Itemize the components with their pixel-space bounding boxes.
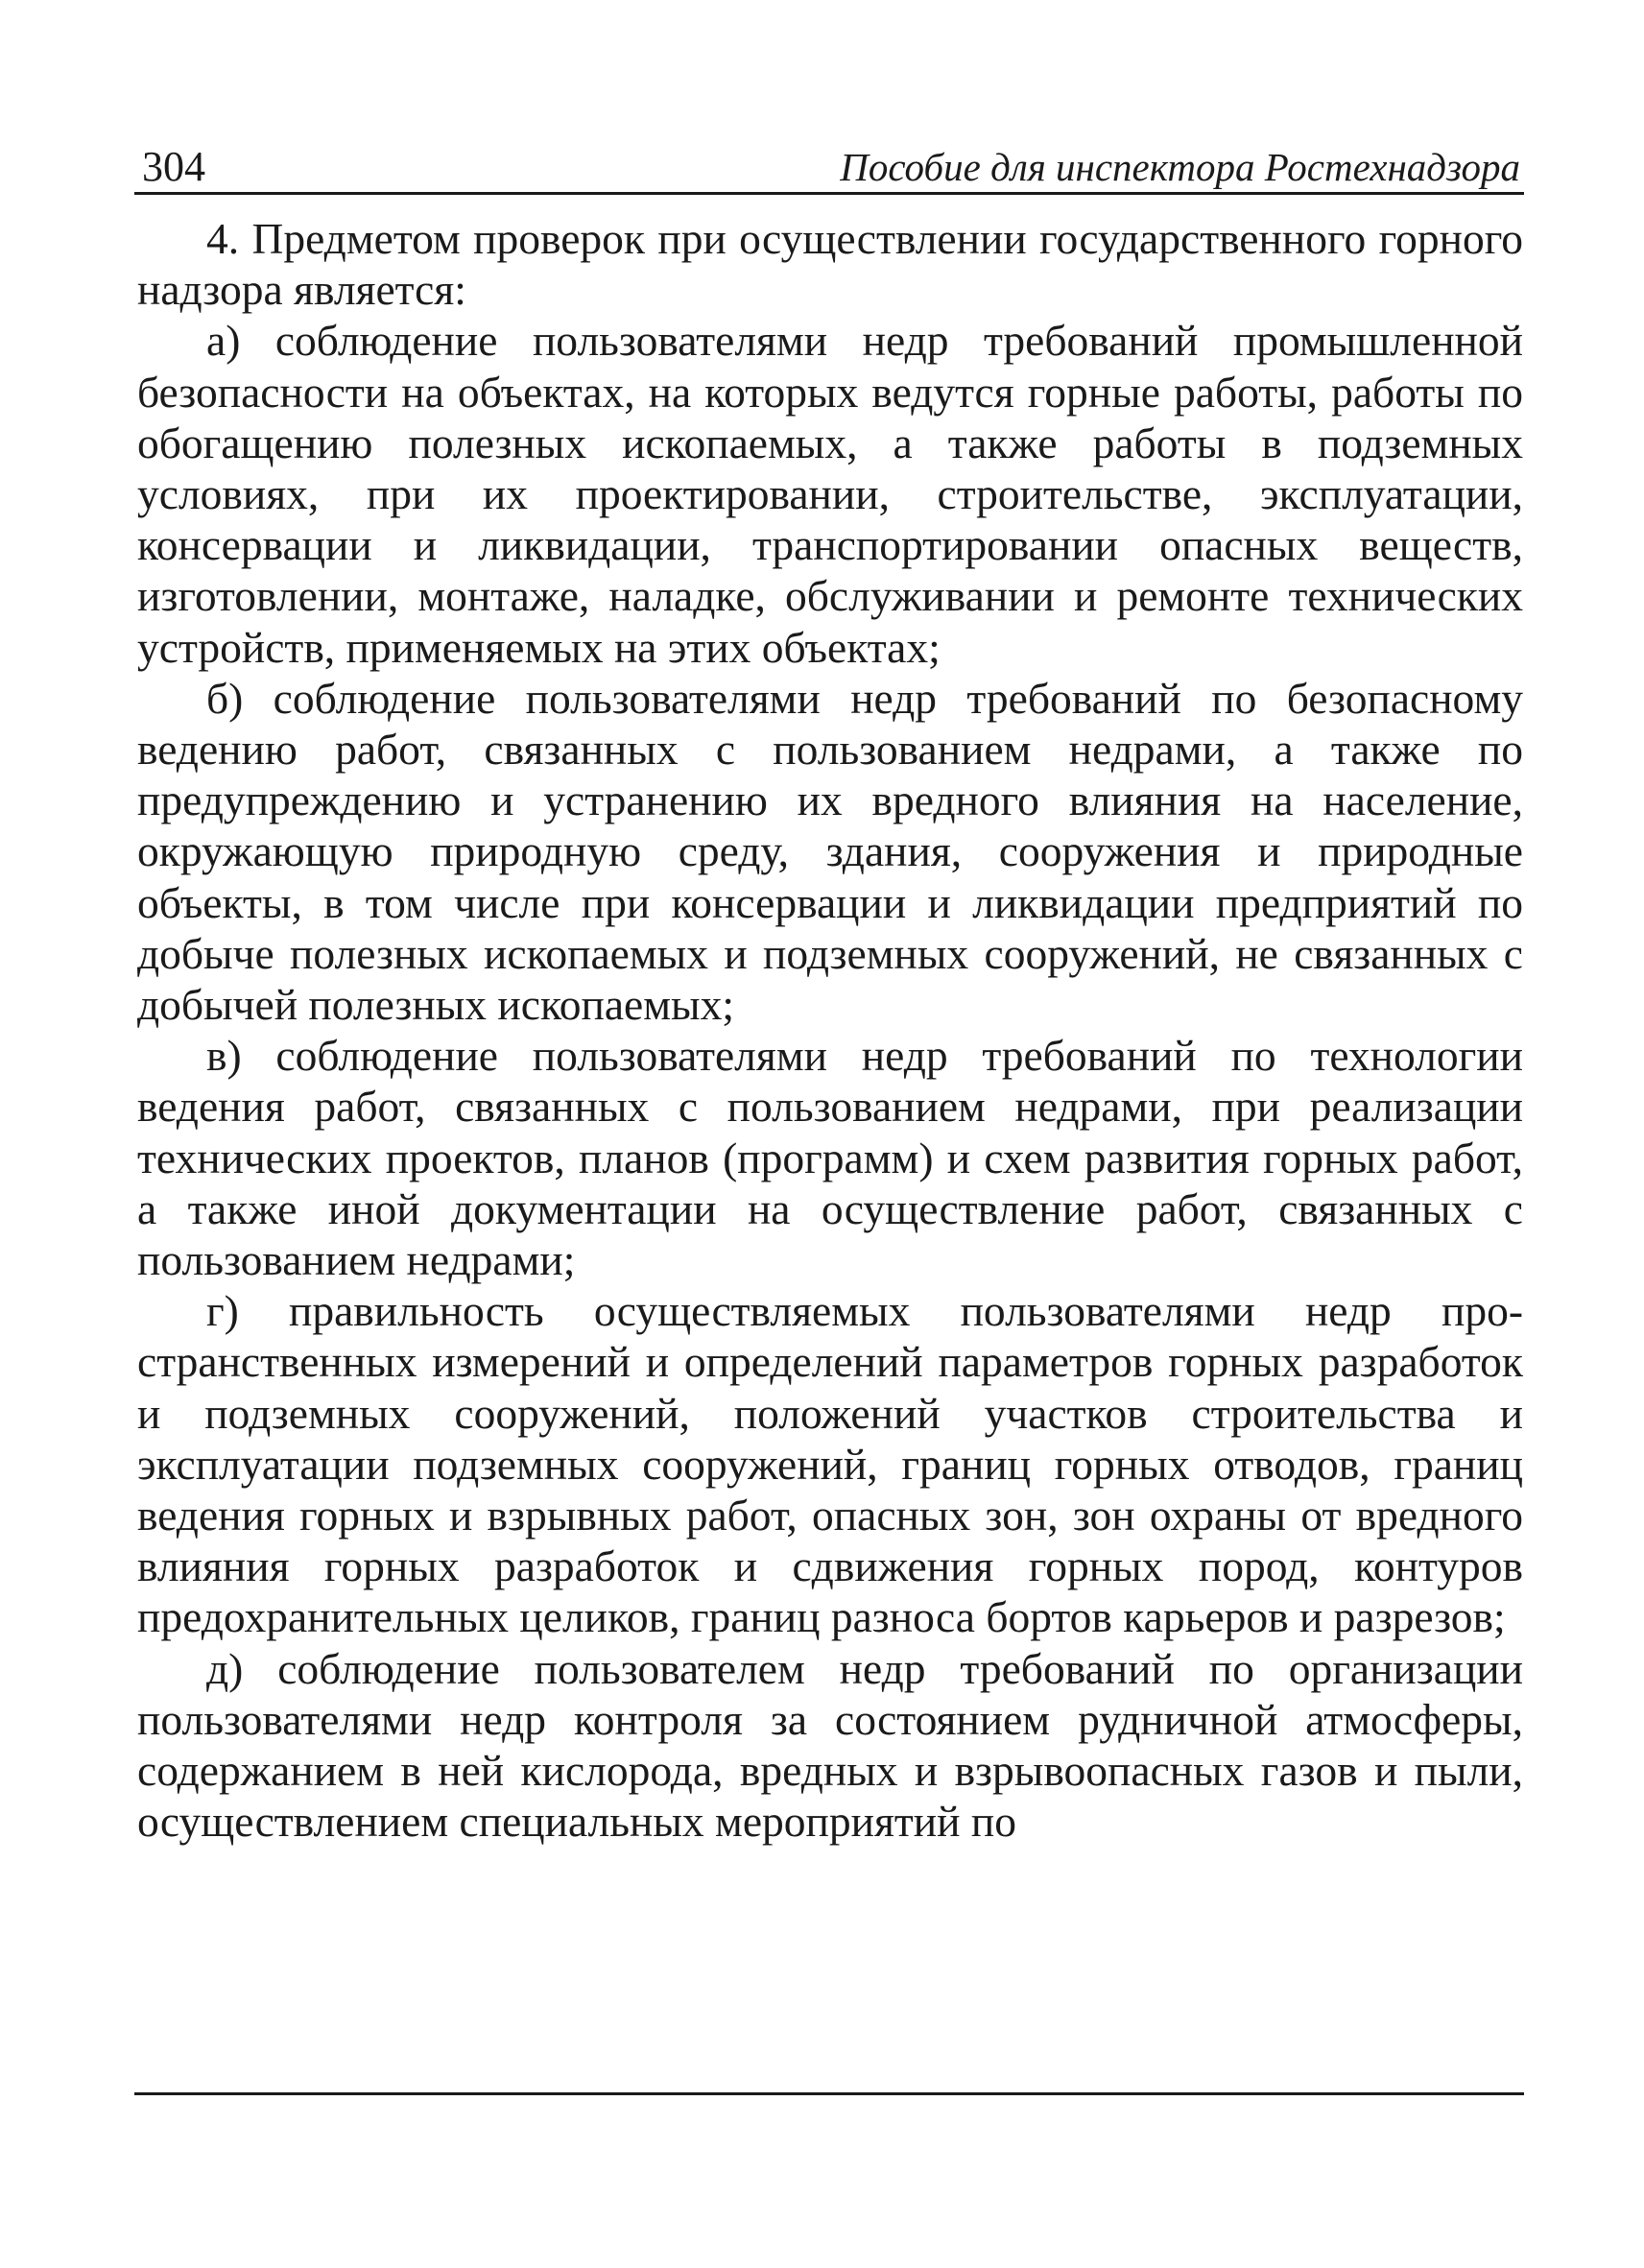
paragraph-item-d: д) соблюдение пользователем недр требований по организации пользователями недр контроля за состоянием рудничной атмосферы, содержанием в ней кислорода, вредных и взрывоопасных газов и пыли, осуществлением специальных мероприятий по xyxy=(137,1643,1523,1847)
paragraph-item-b: б) соблюдение пользователями недр требований по безопасному ведению работ, связанных с пользованием недрами, а также по предупреждению и устранению их вредного влияния на население, окружающую природную среду, здания, сооружения и природные объекты, в том числе при консервации и ликвидации предприятий по добыче полезных ископаемых и подземных сооружений, не связанных с добычей полезных ископаемых; xyxy=(137,673,1523,1030)
running-title: Пособие для инспектора Ростехнадзора xyxy=(840,145,1520,189)
page-header xyxy=(134,142,1524,195)
paragraph-item-g: г) правильность осуществляемых пользователями недр пространственных измерений и определений параметров горных разработок и подземных сооружений, положений участков строительства и эксплуатации подземных сооружений, границ горных отводов, границ ведения горных и взрывных работ, опасных зон, зон охраны от вредного влияния горных разработок и сдвижения горных пород, контуров предохранительных целиков, границ разноса бортов карьеров и разрезов; xyxy=(137,1286,1523,1642)
paragraph-item-a: а) соблюдение пользователями недр требований промышленной безопасности на объектах, на которых ведутся горные работы, работы по обогащению полезных ископаемых, а также работы в подземных условиях, при их проектировании, строительстве, эксплуатации, консервации и ликвидации, транспортировании опасных веществ, изготовлении, монтаже, наладке, обслуживании и ремонте технических устройств, применяемых на этих объектах; xyxy=(137,316,1523,672)
footer-divider xyxy=(134,2092,1524,2095)
page-number: 304 xyxy=(142,143,205,190)
paragraph-intro: 4. Предметом проверок при осуществлении государственного горного надзора является: xyxy=(137,214,1523,315)
paragraph-item-v: в) соблюдение пользователями недр требований по технологии ведения работ, связанных с пользованием недрами, при реализации технических проектов, планов (программ) и схем развития горных работ, а также иной документации на осуществление работ, связанных с пользованием недрами; xyxy=(137,1031,1523,1285)
body-text xyxy=(137,213,1523,1848)
